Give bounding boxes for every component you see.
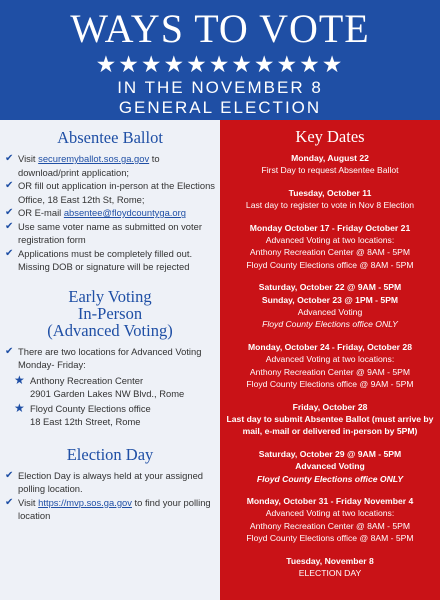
absentee-email-link[interactable]: absentee@floydcountyga.org xyxy=(63,207,186,218)
page-title: WAYS TO VOTE xyxy=(70,6,370,51)
absentee-heading: Absentee Ballot xyxy=(57,128,163,147)
absentee-site-link[interactable]: securemyballot.sos.ga.gov xyxy=(38,153,150,164)
key-date-item: Monday, August 22 First Day to request Absentee Ballot xyxy=(261,153,399,176)
header-banner xyxy=(0,0,440,120)
check-icon: ✔ xyxy=(5,207,14,218)
list-item: ✔ Visit securemyballot.sos.ga.gov to download/print application; xyxy=(5,153,160,178)
subtitle-line-2: GENERAL ELECTION xyxy=(118,98,322,117)
check-icon: ✔ xyxy=(5,345,14,357)
check-icon: ✔ xyxy=(5,469,14,481)
check-icon: ✔ xyxy=(5,247,14,259)
check-icon: ✔ xyxy=(5,496,14,508)
absentee-list xyxy=(0,152,220,274)
star-icon: ★ xyxy=(14,372,25,387)
left-panel xyxy=(0,120,220,600)
election-day-list xyxy=(0,469,220,523)
key-dates-heading: Key Dates xyxy=(295,127,365,146)
list-item: ✔ Applications must be completely filled out. Missing DOB or signature will be rejected xyxy=(5,247,193,272)
list-item: ✔ There are two locations for Advanced Voting Monday- Friday: xyxy=(5,345,202,370)
election-day-heading: Election Day xyxy=(66,444,154,464)
subtitle-line-1: IN THE NOVEMBER 8 xyxy=(117,78,323,97)
key-date-item: Friday, October 28 Last day to submit Absentee Ballot (must arrive by mail, e-mail or delivered in-person by 5PM) xyxy=(226,401,434,437)
early-voting-list xyxy=(0,345,220,428)
location-item: ★ Floyd County Elections office 18 East 12th Street, Rome xyxy=(14,400,151,427)
list-item: ✔ OR E-mail absentee@floydcountyga.org xyxy=(5,207,186,218)
polling-location-link[interactable]: https://mvp.sos.ga.gov xyxy=(38,496,132,508)
check-icon: ✔ xyxy=(5,180,14,191)
key-date-item: Saturday, October 22 @ 9AM - 5PM Sunday, October 23 @ 1PM - 5PM Advanced Voting Floyd County Elections office ONLY xyxy=(258,282,402,330)
early-voting-heading: Early Voting In-Person (Advanced Voting) xyxy=(47,286,173,340)
key-date-item: Monday, October 31 - Friday November 4 Advanced Voting at two locations: Anthony Recreation Center @ 8AM - 5PM Floyd County Elections office @ 8AM - 5PM xyxy=(246,495,414,544)
key-date-item: Monday, October 24 - Friday, October 28 Advanced Voting at two locations: Anthony Recreation Center @ 9AM - 5PM Floyd County Elections office @ 9AM - 5PM xyxy=(246,341,414,390)
key-date-item: Monday October 17 - Friday October 21 Advanced Voting at two locations: Anthony Recreation Center @ 8AM - 5PM Floyd County Elections office @ 8AM - 5PM xyxy=(246,222,414,270)
list-item: ✔ OR fill out application in-person at the Elections Office, 18 East 12th St, Rome; xyxy=(5,180,215,205)
list-item: ✔ Use same voter name as submitted on voter registration form xyxy=(5,220,202,245)
check-icon: ✔ xyxy=(5,153,14,164)
key-date-item: Tuesday, November 8 ELECTION DAY xyxy=(286,555,374,578)
list-item: ✔ Visit https://mvp.sos.ga.gov to find your polling location xyxy=(5,496,211,521)
key-date-item: Saturday, October 29 @ 9AM - 5PM Advanced Voting Floyd County Elections office ONLY xyxy=(256,448,404,484)
key-date-item: Tuesday, October 11 Last day to register to vote in Nov 8 Election xyxy=(245,187,415,211)
star-icon: ★ xyxy=(14,400,25,415)
list-item: ✔ Election Day is always held at your assigned polling location. xyxy=(5,469,203,494)
check-icon: ✔ xyxy=(5,220,14,232)
location-item: ★ Anthony Recreation Center 2901 Garden Lakes NW Blvd., Rome xyxy=(14,372,185,399)
stars-row-icon: ★★★★★★★★★★★ xyxy=(95,51,345,77)
right-panel xyxy=(220,120,440,600)
